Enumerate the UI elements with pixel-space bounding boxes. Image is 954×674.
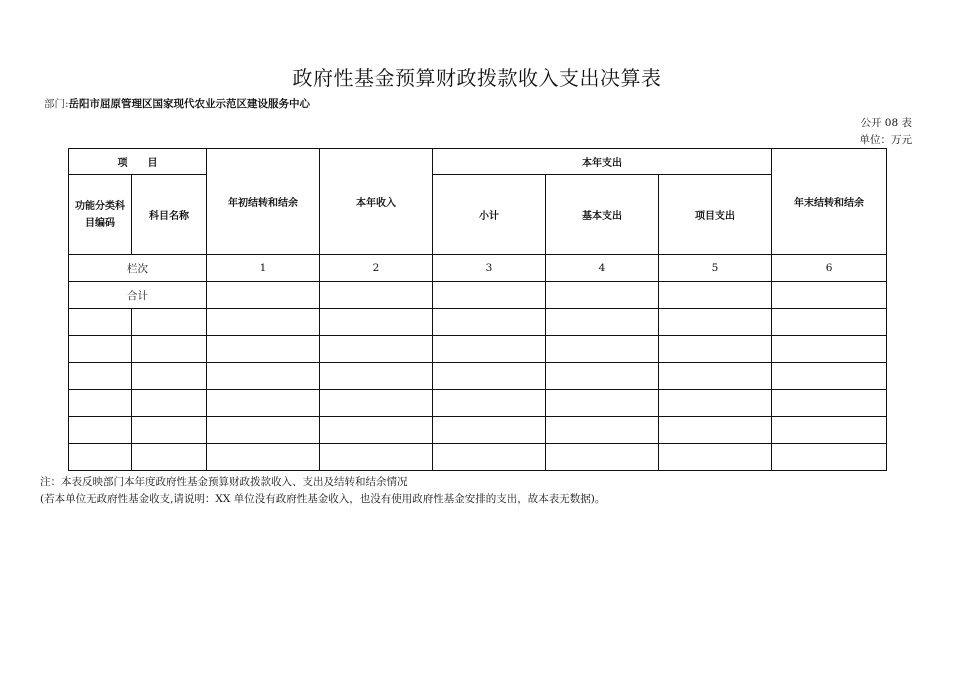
table-cell — [69, 417, 132, 444]
row-total-label: 合计 — [69, 282, 207, 309]
table-cell — [207, 390, 320, 417]
department-label: 部门: — [44, 98, 69, 110]
table-cell — [659, 390, 772, 417]
table-cell — [207, 417, 320, 444]
table-cell — [659, 417, 772, 444]
table-cell — [433, 417, 546, 444]
table-cell — [320, 363, 433, 390]
column-number: 2 — [320, 255, 433, 282]
table-cell — [772, 417, 887, 444]
header-name: 科目名称 — [132, 175, 207, 255]
department-line — [44, 96, 310, 111]
table-cell — [69, 444, 132, 471]
column-number: 4 — [546, 255, 659, 282]
table-cell — [320, 309, 433, 336]
table-cell — [546, 444, 659, 471]
table-cell — [132, 309, 207, 336]
table-cell — [546, 363, 659, 390]
table-cell — [433, 363, 546, 390]
table-cell — [659, 444, 772, 471]
table-cell — [132, 417, 207, 444]
table-row — [69, 336, 887, 363]
unit-label: 单位：万元 — [859, 134, 912, 146]
table-cell — [69, 336, 132, 363]
table-cell — [320, 417, 433, 444]
table-cell — [772, 282, 887, 309]
header-item: 项 目 — [69, 149, 207, 175]
header-income: 本年收入 — [320, 149, 433, 255]
row-column-label: 栏次 — [69, 255, 207, 282]
table-cell — [659, 363, 772, 390]
table-cell — [69, 309, 132, 336]
table-cell — [207, 309, 320, 336]
table-cell — [207, 282, 320, 309]
header-end-balance: 年末结转和结余 — [772, 149, 887, 255]
column-number: 5 — [659, 255, 772, 282]
table-reference — [860, 115, 913, 149]
table-cell — [320, 336, 433, 363]
header-subtotal: 小计 — [433, 175, 546, 255]
table-cell — [772, 363, 887, 390]
table-cell — [659, 282, 772, 309]
budget-table — [68, 148, 887, 471]
table-cell — [546, 309, 659, 336]
page-title: 政府性基金预算财政拨款收入支出决算表 — [292, 66, 662, 90]
header-begin-balance: 年初结转和结余 — [207, 149, 320, 255]
table-cell — [546, 417, 659, 444]
column-number: 3 — [433, 255, 546, 282]
table-cell — [69, 363, 132, 390]
table-cell — [132, 444, 207, 471]
header-code: 功能分类科目编码 — [69, 175, 132, 255]
table-number: 公开 08 表 — [860, 117, 912, 129]
department-name: 岳阳市屈原管理区国家现代农业示范区建设服务中心 — [68, 98, 311, 110]
table-cell — [320, 390, 433, 417]
table-cell — [433, 282, 546, 309]
table-cell — [132, 390, 207, 417]
table-cell — [659, 336, 772, 363]
table-cell — [546, 282, 659, 309]
table-cell — [546, 390, 659, 417]
table-cell — [207, 444, 320, 471]
table-cell — [772, 444, 887, 471]
table-cell — [320, 444, 433, 471]
header-project: 项目支出 — [659, 175, 772, 255]
table-row — [69, 309, 887, 336]
table-row — [69, 390, 887, 417]
table-cell — [207, 336, 320, 363]
header-basic: 基本支出 — [546, 175, 659, 255]
table-cell — [433, 309, 546, 336]
table-row — [69, 444, 887, 471]
table-cell — [772, 309, 887, 336]
table-cell — [207, 363, 320, 390]
table-row — [69, 363, 887, 390]
table-cell — [772, 390, 887, 417]
table-cell — [69, 390, 132, 417]
table-cell — [772, 336, 887, 363]
table-cell — [433, 444, 546, 471]
note-line-2: (若本单位无政府性基金收支,请说明：XX 单位没有政府性基金收入，也没有使用政府性基金安排的支出，故本表无数据)。 — [40, 493, 606, 505]
header-expense: 本年支出 — [433, 149, 772, 175]
column-number: 6 — [772, 255, 887, 282]
column-number: 1 — [207, 255, 320, 282]
table-cell — [132, 336, 207, 363]
table-cell — [433, 390, 546, 417]
table-cell — [433, 336, 546, 363]
table-cell — [132, 363, 207, 390]
table-cell — [546, 336, 659, 363]
table-cell — [320, 282, 433, 309]
table-cell — [659, 309, 772, 336]
table-row — [69, 417, 887, 444]
note-line-1: 注：本表反映部门本年度政府性基金预算财政拨款收入、支出及结转和结余情况 — [40, 476, 408, 488]
